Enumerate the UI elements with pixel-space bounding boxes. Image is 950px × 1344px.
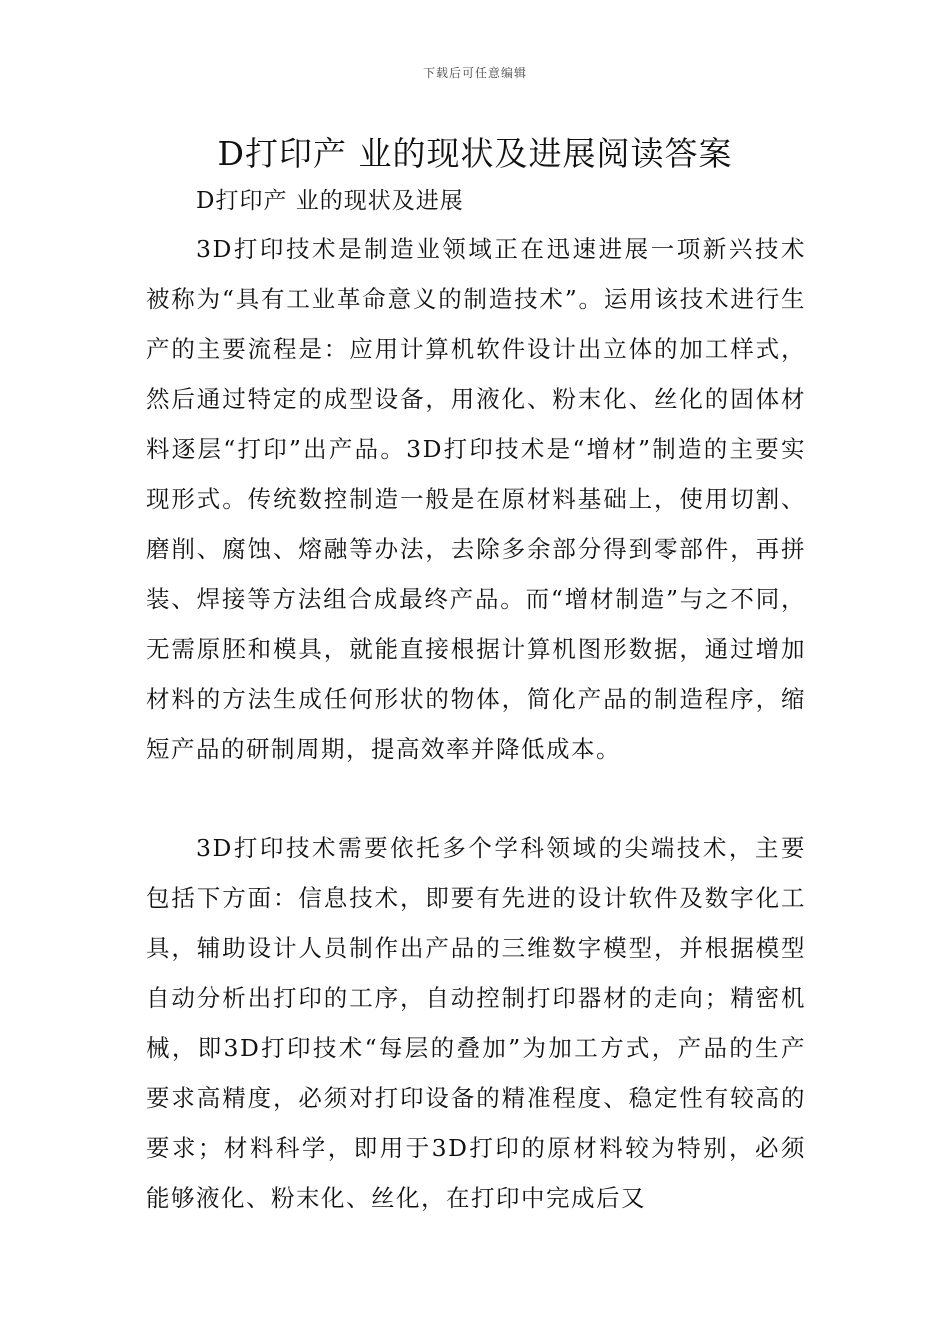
paragraph-1: 3D打印技术是制造业领域正在迅速进展一项新兴技术被称为“具有工业革命意义的制造技术”。运用该技术进行生产的主要流程是：应用计算机软件设计出立体的加工样式，然后通过特定的成型设备，用液化、粉末化、丝化的固体材料逐层“打印”出产品。3D打印技术是“增材”制造的主要实现形式。传统数控制造一般是在原材料基础上，使用切割、磨削、腐蚀、熔融等办法，去除多余部分得到零部件，再拼装、焊接等方法组合成最终产品。而“增材制造”与之不同，无需原胚和模具，就能直接根据计算机图形数据，通过增加材料的方法生成任何形状的物体，简化产品的制造程序，缩短产品的研制周期，提高效率并降低成本。: [146, 235, 806, 763]
article-subtitle: D打印产 业的现状及进展: [196, 188, 464, 214]
paragraph-2: 3D打印技术需要依托多个学科领域的尖端技术，主要包括下方面：信息技术，即要有先进的设计软件及数字化工具，辅助设计人员制作出产品的三维数字模型，并根据模型自动分析出打印的工序，自动控制打印器材的走向；精密机械，即3D打印技术“每层的叠加”为加工方式，产品的生产要求高精度，必须对打印设备的精准程度、稳定性有较高的要求；材料科学，即用于3D打印的原材料较为特别，必须能够液化、粉末化、丝化，在打印中完成后又: [146, 834, 806, 1212]
header-note: 下载后可任意编辑: [422, 66, 527, 80]
page-title: D打印产 业的现状及进展阅读答案: [217, 134, 733, 173]
